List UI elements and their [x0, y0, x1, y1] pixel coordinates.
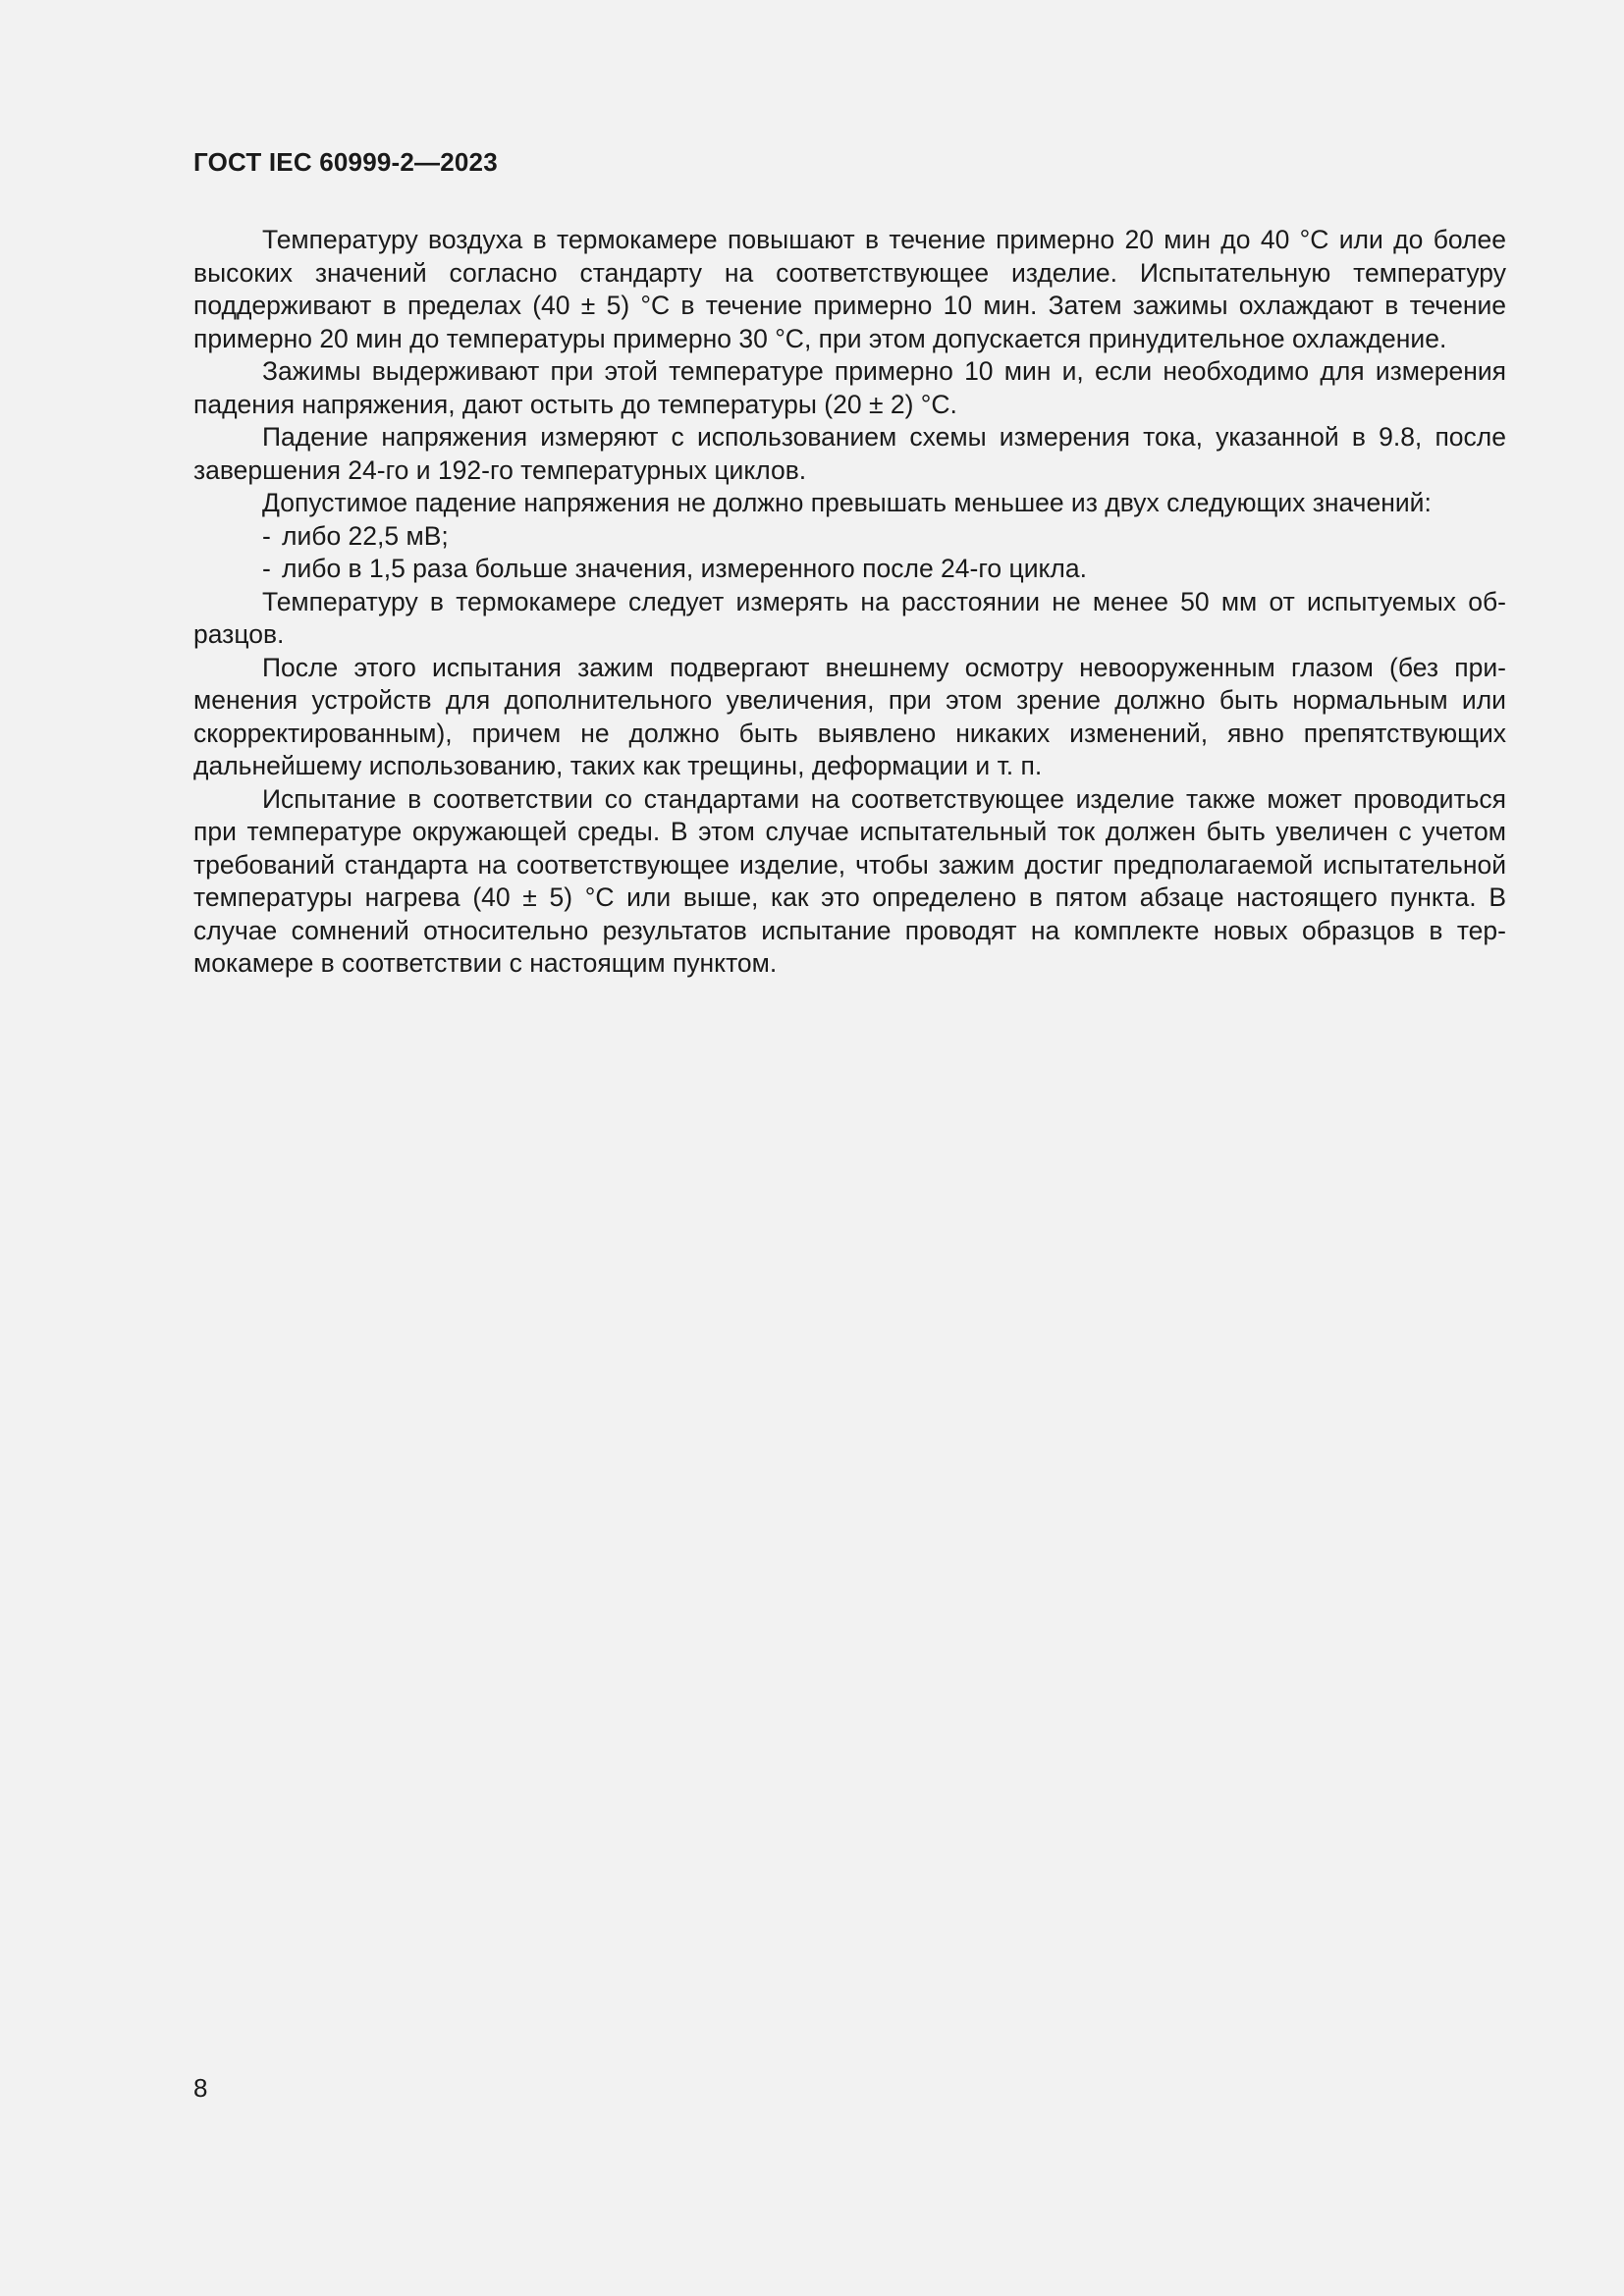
list-item [193, 520, 1506, 554]
paragraph: Температуру в термокамере следует измерять на расстоянии не менее 50 мм от испытуемых образцов. [193, 586, 1506, 649]
list-item-text: либо 22,5 мВ; [282, 520, 449, 551]
document-header: ГОСТ IEC 60999-2—2023 [193, 147, 498, 177]
paragraph: Испытание в соответствии со стандартами на соответствующее изделие также может проводиться при температуре окружающей среды. В этом случае испытательный ток должен быть увеличен с учетом требований стандарта на соответствующее изделие, чтобы зажим достиг предполагаемой испытательной температуры нагрева (40 ± 5) °С или выше, как это определено в пятом абзаце настоящего пункта. В случае сомнений относительно результатов испытание проводят на комплекте новых образцов в термокамере в соответствии с настоящим пунктом. [193, 783, 1506, 978]
paragraph: Падение напряжения измеряют с использованием схемы измерения тока, указанной в 9.8, после завершения 24-го и 192-го температурных циклов. [193, 422, 1506, 485]
page-number: 8 [193, 2073, 208, 2103]
paragraph: Допустимое падение напряжения не должно превышать меньшее из двух следующих значений: [262, 488, 1432, 517]
paragraph: После этого испытания зажим подвергают внешнему осмотру невооруженным глазом (без применения устройств для дополнительного увеличения, при этом зрение должно быть нормальным или скорректированным), причем не должно быть выявлено никаких изменений, явно препятствующих дальнейшему использованию, таких как трещины, деформации и т. п. [193, 652, 1506, 780]
paragraph: Зажимы выдерживают при этой температуре примерно 10 мин и, если необходимо для измерения падения напряжения, дают остыть до температуры (20 ± 2) °С. [193, 356, 1506, 419]
list-item [193, 553, 1506, 586]
list-item-text: либо в 1,5 раза больше значения, измеренного после 24-го цикла. [282, 554, 1087, 583]
list-dash: - [262, 554, 271, 583]
list-dash: - [262, 520, 271, 551]
paragraph: Температуру воздуха в термокамере повышают в течение примерно 20 мин до 40 °С или до более высоких значений согласно стандарту на соответствующее изделие. Испытательную температуру поддерживают в пределах (40 ± 5) °С в течение примерно 10 мин. Затем зажимы охлаждают в течение примерно 20 мин до температуры примерно 30 °С, при этом допускается принудительное охлаждение. [193, 225, 1506, 353]
document-body [193, 224, 1506, 981]
